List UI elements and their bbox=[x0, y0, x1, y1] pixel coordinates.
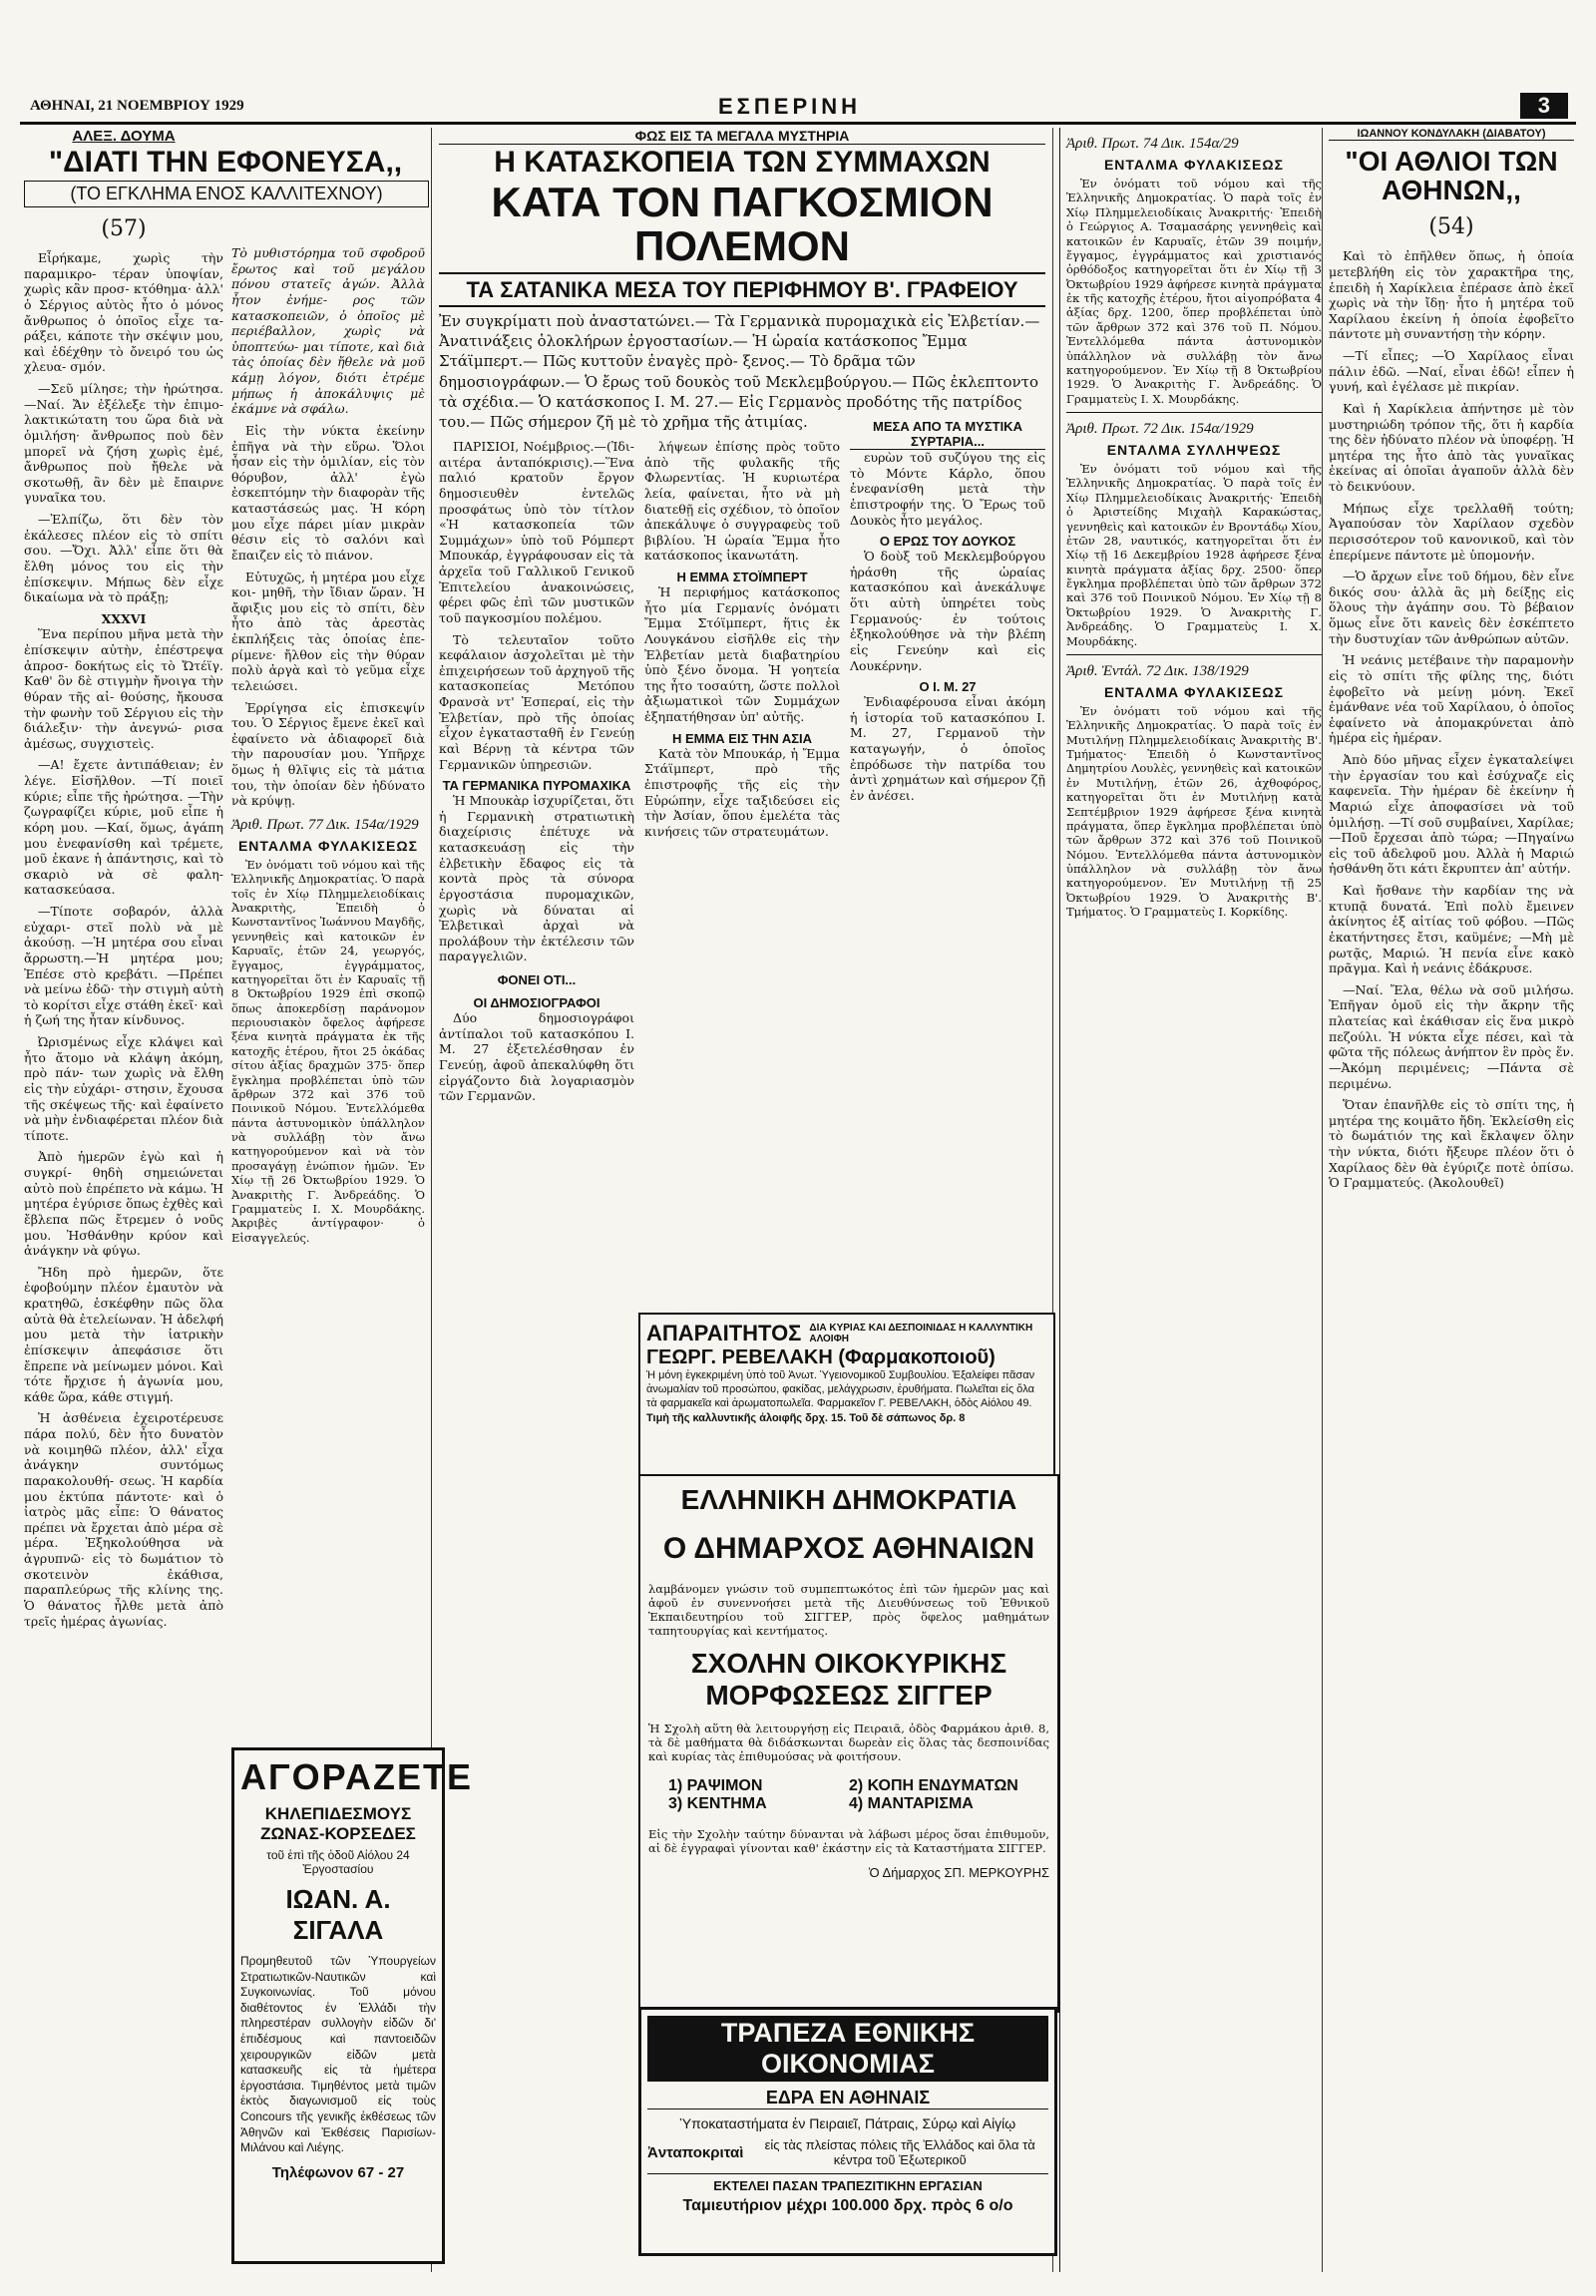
ad-phone: Τηλέφωνον 67 - 27 bbox=[271, 2163, 405, 2181]
article-paragraph: Ὅταν ἐπανῆλθε εἰς τὸ σπίτι της, ἡ μητέρα της κοιμᾶτο ἤδη. Ἐκλείσθη εἰς τὸ δωμάτιόν της καὶ ἔκλαψεν ὅλην τὴν νύκτα, διότι ἤξευρε πλέον ὅτι ὁ Χαρίλαος δὲν θὰ ἐγύριζε ποτὲ ὁπίσω. Ὁ Γραμματεύς. (Ἀκολουθεῖ) bbox=[1329, 1097, 1574, 1191]
serial-subhead: (ΤΟ ΕΓΚΛΗΜΑ ΕΝΟΣ ΚΑΛΛΙΤΕΧΝΟΥ) bbox=[24, 181, 429, 207]
notice-signature: Ὁ Δήμαρχος ΣΠ. ΜΕΡΚΟΥΡΗΣ bbox=[868, 1865, 1049, 1880]
ad-name: ΙΩΑΝ. Α. ΣΙΓΑΛΑ bbox=[285, 1884, 391, 1945]
article-paragraph: Κατὰ τὸν Μπουκάρ, ἡ Ἔμμα Στάϊμπερτ, πρὸ τῆς ἐπιστροφῆς τῆς εἰς τὴν Εὐρώπην, εἶχε ταξιδεύσει εἰς τὴν Ἀσίαν, ὅπου ἐμελέτα τὰς κινήσεις τῶν στρατευμάτων. bbox=[644, 745, 840, 839]
warrant-number: Ἀριθ. Πρωτ. 77 Δικ. 154α/1929 bbox=[231, 816, 419, 833]
serial-column-2 bbox=[231, 245, 425, 1741]
warrants-column bbox=[1059, 128, 1322, 2272]
ad-title: ΑΠΑΡΑΙΤΗΤΟΣ bbox=[646, 1321, 802, 1345]
section-heading: Ο ΕΡΩΣ ΤΟΥ ΔΟΥΚΟΣ bbox=[879, 534, 1016, 550]
article-paragraph: —Ναί. Ἔλα, θέλω νὰ σοῦ μιλήσω. Ἐπῆγαν ὁμοῦ εἰς τὴν ἄκρην τῆς πλατείας καὶ ἐκάθισαν εἰς ἕνα μικρὸ πεζούλι. Ἡ νύκτα εἶχε πέσει, καὶ τὰ φῶτα τῆς πόλεως ἀνήπτον ἓν πρὸς ἕν. —Ἀκόμη περιμένεις; —Πάντα σὲ περιμένω. bbox=[1329, 981, 1574, 1091]
warrant-text: Ἐν ὀνόματι τοῦ νόμου καὶ τῆς Ἑλληνικῆς Δημοκρατίας. Ὁ παρὰ τοῖς ἐν Χίῳ Πλημμελειοδίκαις Ἀνακριτὴς, Ἐπειδὴ ὁ Κωνσταντῖνος Ἰωάννου Μαγδῆς, γεννηθεὶς καὶ κατοικῶν ἐν Καρυαῖς, ἐτῶν 24, γεωργός, ἔγγαμος, ἐγγράμματος, κατηγορεῖται ὅτι ἐν Καρυαῖς τῇ 8 Ὀκτωβρίου 1929 ἐπὶ σκοπῷ ὅπως ἀποκερδίσῃ παράνομον περιουσιακὸν ὄφελος ἀφήρεσε ξένα κινητὰ πράγματα ἐκ τῆς κατοχῆς ἑτέρου, ἤτοι 25 ὀκάδας σίτου ἀξίας δραχμῶν 375· ὅπερ ἔγκλημα προβλέπεται ὑπὸ τῶν ἄρθρων 372 καὶ 376 τοῦ Ποινικοῦ Νόμου. Ἐντελλόμεθα πάντα ἀστυνομικὸν ὑπάλληλον νὰ συλλάβῃ τὸν ἄνω κατηγορούμενον καὶ νὰ τὸν προσαγάγῃ ἐνώπιον ἡμῶν. Ἐν Χίῳ τῇ 26 Ὀκτωβρίου 1929. Ὁ Ἀνακριτὴς Γ. Ἀνδρεάδης. Ὁ Γραμματεὺς Ι. Χ. Μουρδάκης. Ἀκριβὲς ἀντίγραφον· ὁ Εἰσαγγελεύς. bbox=[231, 857, 425, 1245]
article-paragraph: Ἐνδιαφέρουσα εἶναι ἀκόμη ἡ ἱστορία τοῦ κατασκόπου Ι. Μ. 27, Γερμανοῦ τὴν καταγωγήν, ὁ ὁποῖος ἐπρόδωσε τὴν πατρίδα του ἀντὶ χρημάτων καὶ σήμερον ζῇ ἐν ἀνέσει. bbox=[850, 694, 1045, 803]
article-paragraph: Ἡ περιφήμος κατάσκοπος ἦτο μία Γερμανίς ὀνόματι Ἔμμα Στόϊμπερτ, ἥτις ἐκ Λουγκάνου εἰσῆλθε εἰς τὴν Ἐλβετίαν μετὰ διαβατηρίου ὑπὸ ξένο ὄνομα. Ἡ γοητεία της ἦτο τοσαύτη, ὥστε πολλοὶ ἀξιωματικοὶ τῶν Συμμάχων ἐξηπατήθησαν ὑπ' αὐτῆς. bbox=[644, 584, 840, 724]
article-paragraph: Ἡ νεάνις μετέβαινε τὴν παραμονὴν εἰς τὸ σπίτι τῆς φίλης της, διότι ἐφοβεῖτο νὰ μείνῃ μόνη. Ἐκεῖ ἐμάνθανε νέα τοῦ Χαρίλαου, ὁ ὁποῖος ἐφαίνετο νὰ ἀπομακρύνεται ἀπὸ ἡμέρα εἰς ἡμέραν. bbox=[1329, 652, 1574, 746]
rebelaki-advertisement bbox=[638, 1313, 1055, 1478]
article-paragraph: —Α! ἔχετε ἀντιπάθειαν; ἐν λέγε. Εἰσῆλθον. —Τί ποιεῖ κύριε; εἶπε τῆς ἠρώτησα. —Τὴν ζωγραφίζει κύριε, μοῦ εἶπε ἡ κόρη μου. —Καί, ὅμως, ἀγάπη μου ἐνεφανίσθη καὶ τρέμετε, μοῦ ἐκανε ἡ ἀπάντησις, καὶ τὸ σκαριὸ νὰ σὲ φαλη- κατασκεύασα. bbox=[24, 757, 223, 898]
section-heading: Ο Ι. Μ. 27 bbox=[919, 679, 977, 695]
list-item: 2) ΚΟΠΗ ΕΝΔΥΜΑΤΩΝ bbox=[849, 1777, 1018, 1794]
issue-date: ΑΘΗΝΑΙ, 21 ΝΟΕΜΒΡΙΟΥ 1929 bbox=[30, 98, 244, 114]
warrant-number: Ἀριθ. Πρωτ. 74 Δικ. 154α/29 bbox=[1066, 136, 1239, 152]
warrant-number: Ἀριθ. Ἐντάλ. 72 Δικ. 138/1929 bbox=[1066, 662, 1249, 679]
serial-author: ΑΛΕΞ. ΔΟΥΜΑ bbox=[72, 128, 176, 145]
bank-correspondents: εἰς τὰς πλείστας πόλεις τῆς Ἑλλάδος καὶ ὅλα τὰ κέντρα τοῦ Ἐξωτερικοῦ bbox=[764, 2137, 1035, 2167]
article-paragraph: Τὸ τελευταῖον τοῦτο κεφάλαιον ἀσχολεῖται μὲ τὴν ἐπιχειρήσεων τοῦ ἀρχηγοῦ τῆς κατασκοπείας Μετόπου Φρανσὰ ντ' Ἐσπεραί, εἰς τὴν Ἐλβετίαν, πρὸ τῆς ὁποίας εἶχον ἐγκατασταθῆ ἐν Γενεύῃ καὶ Βέρνῃ τὰ κέντρα τῶν Γερμανικῶν ὑπηρεσιῶν. bbox=[439, 631, 634, 772]
bank-advertisement bbox=[638, 2007, 1057, 2256]
article-paragraph: Εἶρήκαμε, χωρὶς τὴν παραμικρο- τέραν ὑποψίαν, χωρὶς κἂν προσ- κτόθημα· ἀλλ' ὁ Σέργιος αὐτὸς ἦτο ὁ μόνος ἄνθρωπος ὁ ὁποῖος εἶχε τα- ράξει, κάποτε τὴν σκέψιν μου, καὶ ἐδέχθην τὸ ὄνειρό του ὡς χλευα- σμόν. bbox=[24, 250, 223, 375]
section-heading: Η ΕΜΜΑ ΣΤΟΪΜΠΕΡΤ bbox=[676, 570, 808, 584]
ad-body: Ἡ μόνη ἐγκεκριμένη ὑπὸ τοῦ Ἀνωτ. Ὑγειονομικοῦ Συμβουλίου. Ἐξαλείφει πᾶσαν ἀνωμαλίαν τοῦ προσώπου, φακίδας, μελάγχρωσιν, ἐρυθήματα. Πωλεῖται εἰς ὅλα τὰ φαρμακεῖα καὶ ἀρωματοπωλεῖα. Φαρμακεῖον Γ. ΡΕΒΕΛΑΚΗ, ὁδὸς Αἰόλου 49. bbox=[646, 1369, 1035, 1409]
section-heading: Η ΕΜΜΑ ΕΙΣ ΤΗΝ ΑΣΙΑ bbox=[671, 730, 813, 746]
ad-line: ΖΩΝΑΣ-ΚΟΡΣΕΔΕΣ bbox=[260, 1824, 416, 1843]
warrant-title: ΕΝΤΑΛΜΑ ΦΥΛΑΚΙΣΕΩΣ bbox=[1103, 157, 1285, 173]
article-paragraph: —Τί εἶπες; —Ὁ Χαρίλαος εἶναι πάλιν ἐδῶ. —Ναί, εἶναι ἐδῶ! εἶπεν ἡ γυνή, καὶ ἐγέλασε μὲ πικρίαν. bbox=[1329, 348, 1574, 395]
feature-headline: Η ΚΑΤΑΣΚΟΠΕΙΑ ΤΩΝ ΣΥΜΜΑΧΩΝ bbox=[494, 146, 991, 179]
section-heading: ΤΑ ΓΕΡΜΑΝΙΚΑ ΠΥΡΟΜΑΧΙΚΑ bbox=[442, 778, 631, 794]
feature-column-c bbox=[850, 419, 1045, 1307]
warrant-text: Ἐν ὀνόματι τοῦ νόμου καὶ τῆς Ἑλληνικῆς Δημοκρατίας. Ὁ παρὰ τοῖς ἐν Χίῳ Πλημμελειοδίκαις Ἀνακριτής· Ἐπειδὴ ὁ Ἀριστείδης Μιχαὴλ Καρακώστας, γεννηθεὶς καὶ κατοικῶν ἐν Βροντάδῳ Χίου, ἐτῶν 28, ναυτικός, κατηγορεῖται ὅτι ἐν Χίῳ τῇ 16 Δεκεμβρίου 1928 ἀφήρεσε ξένα κινητὰ πράγματα ἀξίας δρχ. 2500· ὅπερ ἔγκλημα προβλέπεται ὑπὸ τῶν ἄρθρων 372 καὶ 376 τοῦ Ποινικοῦ Νόμου. Ἐν Χίῳ τῇ 8 Ὀκτωβρίου 1929. Ὁ Ἀνακριτὴς Γ. Ἀνδρεάδης. Ὁ Γραμματεὺς Ι. Χ. Μουρδάκης. bbox=[1066, 462, 1322, 648]
notice-text: Εἰς τὴν Σχολὴν ταύτην δύνανται νὰ λάβωσι μέρος ὅσαι ἐπιθυμοῦν, αἱ δὲ ἐγγραφαὶ γίνονται καθ' ἑκάστην εἰς τὰ Καταστήματα ΣΙΓΓΕΡ. bbox=[648, 1827, 1049, 1855]
serial-number: (57) bbox=[101, 215, 147, 241]
warrant-text: Ἐν ὀνόματι τοῦ νόμου καὶ τῆς Ἑλληνικῆς Δημοκρατίας. Ὁ παρὰ τοῖς ἐν Χίῳ Πλημμελειοδίκαις Ἀνακριτής· Ἐπειδὴ ὁ Γεώργιος Α. Τσαμασάρης γεννηθεὶς καὶ κατοικῶν ἐν Καρυαῖς, ἐτῶν 39 ποιμήν, ἔγγαμος, ἐγγράμματος καὶ χριστιανός ὀρθόδοξος κατηγορεῖται ὅτι ἐν Χίῳ τῇ 3 Ὀκτωβρίου 1929 ἀφήρεσε κινητὰ πράγματα ἐκ τῆς κατοχῆς ἑτέρου, ἤτοι αἰγοπρόβατα 4 ἀξίας δρχ. 1200, ὅπερ προβλέπεται ὑπὸ τῶν ἄρθρων 372 καὶ 376 τοῦ Π. Νόμου. Ἐντελλόμεθα πάντα ἀστυνομικὸν ὑπάλληλον νὰ συλλάβῃ τὸν ἄνω κατηγορούμενον. Ἐν Χίῳ τῇ 8 Ὀκτωβρίου 1929. Ὁ Ἀνακριτὴς Γ. Ἀνδρεάδης. Ὁ Γραμματεὺς Ι. Χ. Μουρδάκης. bbox=[1066, 177, 1322, 406]
notice-text: λαμβάνομεν γνώσιν τοῦ συμπεπτωκότος ἐπὶ τῶν ἡμερῶν μας καὶ ἀφοῦ ἐν συνεννοήσει μετὰ τῆς Διευθύνσεως τοῦ Ἐθνικοῦ Ἐκπαιδευτηρίου τοῦ ΣΙΓΓΕΡ, πρὸς ὅφελος μαθημάτων ταπητουργίας καὶ κεντήματος. bbox=[648, 1582, 1049, 1638]
article-paragraph: Ἀπὸ ἡμερῶν ἐγὼ καὶ ἡ συγκρί- θηδὴ σημειώνεται αὐτὸ ποὺ ἐπρέπετο νὰ κάμω. Ἡ μητέρα ἐγύρισε ὅπως ἐχθὲς καὶ ἔβλεπα πῶς ἔτρεμεν ὁ νοῦς μου. Ἠσθάνθην κρύον καὶ ἀνάγκην νὰ φύγω. bbox=[24, 1149, 223, 1259]
feature-deck: Ἐν συγκρίματι ποὺ ἀναστατώνει.— Τὰ Γερμανικὰ πυρομαχικὰ εἰς Ἐλβετίαν.— Ἀνατινάξεις ὁλοκλήρων ἐργοστασίων.— Ἡ ὡραία κατάσκοπος Ἔμμα Στάϊμπερτ.— Πῶς κυττοῦν ἐναγὲς πρὸ- ξενος.— Τὸ δρᾶμα τῶν δημοσιογράφων.— Ὁ ἔρως τοῦ δουκὸς τοῦ Μεκλεμβούργου.— Πῶς ἐκλεπτοντο τὰ σχέδια.— Ὁ κατάσκοπος Ι. Μ. 27.— Εἰς Γερμανὸς προδότης τῆς πατρίδος του.— Πῶς σήμερον ζῆ μὲ τὸ χρῆμα τῆς ἀτιμίας. bbox=[439, 311, 1040, 432]
warrant-text: Ἐν ὀνόματι τοῦ νόμου καὶ τῆς Ἑλληνικῆς Δημοκρατίας. Ὁ παρὰ τοῖς ἐν Μυτιλήνῃ Πλημμελειοδίκαις Ἀνακριτὴς Β'. Τμήματος· Ἐπειδὴ ὁ Κωνσταντῖνος Δημητρίου Λουλὲς, γεννηθεὶς καὶ κατοικῶν ἐν Μυτιλήνῃ, ἐτῶν 26, ἀχθοφόρος, κατηγορεῖται ὅτι ἐν Μυτιλήνῃ κατὰ Σεπτέμβριον 1929 ἀφήρεσε ξένα κινητὰ πράγματα, ὅπερ ἔγκλημα προβλέπεται ὑπὸ τῶν ἄρθρων 372 καὶ 376 τοῦ Ποινικοῦ Νόμου. Ἐντελλόμεθα πάντα ἀστυνομικὸν ὑπάλληλον νὰ συλλάβῃ τὸν ἄνω κατηγορούμενον. Ἐν Μυτιλήνῃ τῇ 25 Ὀκτωβρίου 1929. Ὁ Ἀνακριτὴς Β'. Τμήματος. Ὁ Γραμματεὺς Ι. Κορκίδης. bbox=[1066, 703, 1322, 920]
serial-author: ΙΩΑΝΝΟΥ ΚΟΝΔΥΛΑΚΗ (ΔΙΑΒΑΤΟΥ) bbox=[1329, 128, 1574, 141]
article-paragraph: Ἕνα περίπου μῆνα μετὰ τὴν ἐπίσκεψιν αὐτὴν, ἐπέστρεψα ἀπροσ- δοκήτως εἰς τὸ Ὤτέϊγ. Καθ' ὃν δὲ στιγμὴν ἤνοιγα τὴν θύραν τῆς αἰ- θούσης, ἤκουσα τὴν φωνὴν τοῦ Σέργιου εἰς τὴν διάλεξιν· τὴν ἀνεγνώ- ρισα ἀμέσως, συγχιστεὶς. bbox=[24, 626, 223, 751]
feature-column-a bbox=[439, 439, 634, 1307]
list-item: 1) ΡΑΨΙΜΟΝ bbox=[668, 1777, 763, 1794]
ad-body: Προμηθευτοῦ τῶν Ὑπουργείων Στρατιωτικῶν-Ναυτικῶν καὶ Συγκοινωνίας. Τοῦ μόνου διαθέτοντος ἐν Ἑλλάδι τὴν πληρεστέραν συλλογὴν εἰδῶν δι' ἐπιδέσμους καὶ παντοειδῶν χειρουργικῶν εἰδῶν μετὰ κατασκευῆς εἰς τὰ ἡμέτερα ἐργοστάσια. Τιμηθέντος μετὰ τιμῶν ἐκτὸς διαγωνισμοῦ εἰς τοὺς Concours τῆς γενικῆς ἐκθέσεως τῶν Ἀθηνῶν καὶ Ἐκθέσεις Παρισίων-Μιλάνου καὶ Λιέγης. bbox=[240, 1954, 436, 2155]
feature-headline: ΚΑΤΑ ΤΟΝ ΠΑΓΚΟΣΜΙΟΝ ΠΟΛΕΜΟΝ bbox=[491, 178, 994, 269]
warrant-title: ΕΝΤΑΛΜΑ ΣΥΛΛΗΨΕΩΣ bbox=[1106, 442, 1282, 458]
course-list bbox=[668, 1777, 1029, 1813]
serial-number: (54) bbox=[1428, 213, 1474, 239]
municipal-notice bbox=[638, 1474, 1059, 2013]
article-paragraph: Τὸ μυθιστόρημα τοῦ σφοδροῦ ἔρωτος καὶ τοῦ μεγάλου πόνου στατεῖς ἀγών. Ἀλλὰ ἦτον ἐνήμε- ρος τῶν κατασκοπειῶν, ὁ ὁποῖος μὲ περιέβαλλον, χωρὶς νὰ ὑποπτεύω- μαι τίποτε, καὶ διὰ τὰς ὁποίας δὲν ἤθελε νὰ μοῦ κάμῃ λόγον, διότι ἐτρέμε μήπως ἡ ἀποκάλυψις μὲ ἐκάμνε νὰ σφάλω. bbox=[231, 245, 425, 417]
feature-kicker: ΦΩΣ ΕΙΣ ΤΑ ΜΕΓΑΛΑ ΜΥΣΤΗΡΙΑ bbox=[439, 128, 1045, 145]
article-paragraph: Καὶ τὸ ἐπῆλθεν ὅπως, ἡ ὁποία μετεβλήθη εἰς τὸν χαρακτῆρα της, ἐπειδὴ ἡ Χαρίκλεια ἐπέρασε ἀπὸ ἐκεῖ χωρὶς νὰ τὴν ἴδῃ· ἦτο ἡ μητέρα τοῦ Χαρίλαου ἐκείνη ἡ ὁποία ἐφοβεῖτο πάντοτε μὴ συναντήσῃ τὴν κόρην. bbox=[1329, 248, 1574, 342]
serial-column-right bbox=[1329, 128, 1574, 2272]
serial-headline: "ΔΙΑΤΙ ΤΗΝ ΕΦΟΝΕΥΣΑ,, bbox=[48, 146, 403, 179]
article-paragraph: —Ἐλπίζω, ὅτι δὲν τὸν ἐκάλεσες πλέον εἰς τὸ σπίτι σου. —Ὄχι. Ἀλλ' εἶπε ὅτι θὰ ἔλθη μόνος του εἰς τὴν ἐπίσκεψιν. Μήπως δὲν εἶχε δικαίωμα νὰ τὸ πράξῃ; bbox=[24, 512, 223, 605]
ad-price: Τιμὴ τῆς καλλυντικῆς ἀλοιφῆς δρχ. 15. Τοῦ δὲ σάπωνος δρ. 8 bbox=[646, 1412, 966, 1425]
masthead bbox=[20, 93, 1576, 125]
section-heading: ΟΙ ΔΗΜΟΣΙΟΓΡΑΦΟΙ bbox=[473, 995, 600, 1010]
article-paragraph: —Σεῦ μίλησε; τὴν ἠρώτησα. —Ναί. Ἄν ἐξέλεξε τὴν ἐπιμο- λακτικώτατη του ὥρα διὰ νὰ ὁμιλήση· ἄνθρωπος ποὺ δὲν μπορεῖ νὰ ζήση χωρὶς ἐμέ, ἄνθρωπος ποὺ ἤθελε νὰ σκοτωθῇ, ἂν δὲν μὲ ἔπαιρνε γυναῖκα του. bbox=[24, 381, 223, 506]
article-paragraph: Δύο δημοσιογράφοι ἀντίπαλοι τοῦ κατασκόπου Ι. Μ. 27 ἐξετελέσθησαν ἐν Γενεύῃ, ἀφοῦ ἀπεκαλύφθη ὅτι εἰργάζοντο διὰ λογαριασμὸν τῶν Γερμανῶν. bbox=[439, 1010, 634, 1104]
sigala-advertisement bbox=[231, 1747, 473, 2264]
bank-name: ΤΡΑΠΕΖΑ ΕΘΝΙΚΗΣ ΟΙΚΟΝΟΜΙΑΣ bbox=[647, 2016, 1048, 2082]
warrant-number: Ἀριθ. Πρωτ. 72 Δικ. 154α/1929 bbox=[1066, 421, 1254, 437]
notice-heading: ΕΛΛΗΝΙΚΗ ΔΗΜΟΚΡΑΤΙΑ bbox=[680, 1484, 1017, 1515]
list-item: 4) ΜΑΝΤΑΡΙΣΜΑ bbox=[849, 1795, 974, 1812]
notice-text: Ἡ Σχολὴ αὕτη θὰ λειτουργήσῃ εἰς Πειραιᾶ, ὁδὸς Φαρμάκου ἀριθ. 8, τὰ δὲ μαθήματα θὰ διδάσκωνται δωρεὰν εἰς ὅλας τὰς δεσποινίδας καὶ κυρίας τὰς ἐπιθυμούσας νὰ φοιτήσουν. bbox=[648, 1722, 1049, 1763]
article-paragraph: Ἡ ἀσθένεια ἐχειροτέρευσε πάρα πολύ, δὲν ἦτο δυνατὸν νὰ κοιμηθῶ πλέον, ἀλλ' εἶχα ἀνάγκην συντόμως παρακολουθή- σεως. Ἡ καρδία μου ἐκτύπα πάντοτε· καὶ ὁ ἰατρὸς μᾶς εἶπε: Ὁ θάνατος πρέπει νὰ ἔρχεται ἀπὸ μέρα σὲ μέρα. Ἐξηκολούθησα νὰ ἀγρυπνῶ· εἰς τὸ δωμάτιον τὸ σκοτεινὸν ἐκάθισα, παραπλεύρως τῆς κλίνης της. Ὁ θάνατος ἦλθε μετὰ ἀπὸ τρεῖς ἡμέρας ἀγωνίας. bbox=[24, 1410, 223, 1629]
newspaper-name: ΕΣΠΕΡΙΝΗ bbox=[718, 94, 861, 119]
ad-line: ΚΗΛΕΠΙΔΕΣΜΟΥΣ bbox=[264, 1804, 412, 1823]
article-paragraph: —Ὁ ἄρχων εἶνε τοῦ δήμου, δὲν εἶνε δικός σου· ἀλλὰ ἂς μὴ δείξῃς εἰς ὅλους τὴν ἀγάπην σου. Τὸ βέβαιον ὅμως εἶνε ὅτι κανεὶς δὲν ἐσκέπτετο τὴν δυστυχίαν τῶν ἀνθρώπων αὐτῶν. bbox=[1329, 569, 1574, 646]
ad-subtitle: ΔΙΑ ΚΥΡΙΑΣ ΚΑΙ ΔΕΣΠΟΙΝΙΔΑΣ Η ΚΑΛΛΥΝΤΙΚΗ ΑΛΟΙΦΗ bbox=[809, 1323, 1033, 1344]
feature-subheadline: ΤΑ ΣΑΤΑΝΙΚΑ ΜΕΣΑ ΤΟΥ ΠΕΡΙΦΗΜΟΥ Β'. ΓΡΑΦΕΙΟΥ bbox=[466, 276, 1018, 302]
feature-column-b bbox=[644, 439, 840, 1307]
serial-headline: "ΟΙ ΑΘΛΙΟΙ ΤΩΝ ΑΘΗΝΩΝ,, bbox=[1345, 146, 1558, 206]
article-paragraph: —Τίποτε σοβαρόν, ἀλλὰ εὐχαρι- στεῖ πολὺ νὰ μὲ ἀκούσῃ. —Ἡ μητέρα σου εἶναι ἄρρωστη.—Ἡ μητέρα μου; Ἐπέσε στὸ κρεβάτι. —Πρέπει νὰ μείνω ἐδῶ· τὴν στιγμὴ αὐτὴ τὸ κορίτσι εἶχε στάθη ἐκεῖ· καὶ ἡ ζωή της ἦταν κίνδυνος. bbox=[24, 904, 223, 1028]
section-heading: ΦΟΝΕΙ ΟΤΙ... bbox=[497, 972, 577, 987]
article-paragraph: Ἡ Μπουκὰρ ἰσχυρίζεται, ὅτι ἡ Γερμανικὴ στρατιωτικὴ διαχείρισις ἐπέτυχε νὰ κατασκευάσῃ εἰς τὴν ἐλβετικὴν ἔδαφος εἰς τὰ κοντὰ πρὸς τὰ σύνορα ἐργοστάσια πυρομαχικῶν, χωρὶς νὰ δύναται αἱ Ἐλβετικαὶ ἀρχαὶ νὰ προλάβουν τὴν ἐκτέλεσιν τῶν παραγγελιῶν. bbox=[439, 793, 634, 964]
section-heading: ΜΕΣΑ ΑΠΟ ΤΑ ΜΥΣΤΙΚΑ ΣΥΡΤΑΡΙΑ... bbox=[850, 419, 1045, 450]
notice-heading: Ο ΔΗΜΑΡΧΟΣ ΑΘΗΝΑΙΩΝ bbox=[662, 1532, 1035, 1565]
article-paragraph: ΠΑΡΙΣΙΟΙ, Νοέμβριος.—(Ἰδι- αιτέρα ἀνταπόκρισις).—Ἕνα παλιό κρατοῦν ἔργον δημοσιευθὲν ἐντελῶς προσφάτως ὑπὸ τὸν τίτλον «Ἡ κατασκοπεία τῶν Συμμάχων» ὑπὸ τοῦ Ρόμπερτ Μπουκάρ, ἐγγράφουσαν εἰς τὰ ἀρχεῖα τοῦ Γαλλικοῦ Γενικοῦ Ἐπιτελείου ἀνακοινώσεις, φέρει φῶς ἐπὶ τῶν μυστικῶν τοῦ παγκοσμίου πολέμου. bbox=[439, 439, 634, 625]
page-number: 3 bbox=[1520, 93, 1568, 119]
article-paragraph: ευρὼν τοῦ συζύγου της εἰς τὸ Μόντε Κάρλο, ὅπου ἐνεφανίσθη μετὰ τὴν ἐπιστροφήν της. Ὁ Ἔρως τοῦ Δουκὸς ἦτο μεγάλος. bbox=[850, 450, 1045, 528]
bank-services: ΕΚΤΕΛΕΙ ΠΑΣΑΝ ΤΡΑΠΕΖΙΤΙΚΗΝ ΕΡΓΑΣΙΑΝ bbox=[647, 2173, 1048, 2193]
bank-correspondents-label: Ἀνταποκριταὶ bbox=[647, 2143, 744, 2161]
warrant-title: ΕΝΤΑΛΜΑ ΦΥΛΑΚΙΣΕΩΣ bbox=[1103, 683, 1285, 700]
column-rule bbox=[1322, 128, 1323, 2272]
article-paragraph: Μήπως εἶχε τρελλαθῆ τούτη; Ἀγαπούσαν τὸν Χαρίλαον σχεδὸν περισσότερον τοῦ κανονικοῦ, καὶ τὸν ἐπερίμενε πάντοτε μὲ ὑπομονήν. bbox=[1329, 500, 1574, 563]
article-paragraph: Εὐτυχῶς, ἡ μητέρα μου εἶχε κοι- μηθῆ, τὴν ἴδιαν ὥραν. Ἡ ἄφιξις μου εἰς τὸ σπίτι, δὲν ἦτο ἀπὸ τὰς ἀρεστὰς ἐκπλήξεις τὰς ὁποίας ἐπε- ρίμενε· ἤλθον εἰς τὴν θύραν πολὺ ἀργὰ καὶ τὸ γεῦμα εἶχε τελειώσει. bbox=[231, 569, 425, 693]
article-paragraph: Ἀπὸ δύο μῆνας εἶχεν ἐγκαταλείψει τὴν ἐργασίαν του καὶ ἐσύχναζε εἰς καφενεῖα. Τὴν ἡμέραν δὲ ἐκείνην ἡ Μαριώ εἶχε ἀποφασίσει νὰ τοῦ ὁμιλήσῃ. —Τί σοῦ συμβαίνει, Χαρίλαε; —Ποῦ ἔρχεσαι ἀπὸ τώρα; —Πηγαίνω εἰς τοῦ ἀδελφοῦ μου. Ἀλλὰ ἡ Μαριώ ἠσθάνθη ὅτι κάτι ἔκρυπτεν ἀπ' αὐτήν. bbox=[1329, 752, 1574, 877]
article-paragraph: Ἐρρίγησα εἰς ἐπισκεψίν του. Ὁ Σέργιος ἔμενε ἐκεῖ καὶ ἐφαίνετο νὰ ἀδιαφορεῖ διὰ τὴν παρουσίαν μου. Ὑπῆρχε ὅμως ἡ θλῖψις εἰς τὰ μάτια του, τὴν ὁποίαν δὲν ἠδύνατο νὰ κρύψῃ. bbox=[231, 699, 425, 809]
article-paragraph: Ὁ δοὺξ τοῦ Μεκλεμβούργου ἠράσθη τῆς ὡραίας κατασκόπου καὶ ἀνεκάλυψε ὅτι αὐτὴ ὑπηρέτει τοὺς Γερμανούς· ἐν τούτοις ἐξηκολούθησε νὰ τὴν βλέπη εἰς Γενεύην καὶ εἰς Λουκέρνην. bbox=[850, 549, 1045, 673]
article-paragraph: Καὶ ἤσθανε τὴν καρδίαν της νὰ κτυπᾷ δυνατά. Ἐπὶ πολὺ ἔμεινεν ἀκίνητος ἐξ αἰτίας τοῦ φόβου. —Πῶς ἐκατήντησες ἔτσι, καϋμένε; —Μὴ μὲ ρωτᾷς, Μαριώ. Ἡ πενία εἶνε κακὸ πρᾶγμα. Καὶ ἡ νεάνις ἐδάκρυσε. bbox=[1329, 883, 1574, 976]
bank-branches: Ὑποκαταστήματα ἐν Πειραιεῖ, Πάτραις, Σύρῳ καὶ Αἰγίῳ bbox=[679, 2115, 1016, 2131]
article-paragraph: Καὶ ἡ Χαρίκλεια ἀπήντησε μὲ τὸν μυστηριώδη τρόπον τῆς, ὅτι ἡ καρδία της δὲν ἠδύνατο πλέον νὰ ὑποφέρῃ. Ἡ μητέρα της ἦτο ἀπὸ τὰς γυναῖκας ἐκείνας αἱ ὁποῖαι ἀγαποῦν ἀλλὰ δὲν τὸ δεικνύουν. bbox=[1329, 400, 1574, 495]
bank-savings: Ταμιευτήριον μέχρι 100.000 δρχ. πρὸς 6 ο/ο bbox=[682, 2197, 1013, 2214]
article-paragraph: Εἰς τὴν νύκτα ἐκείνην ἐπῆγα νὰ τὴν εὕρω. Ὅλοι ἦσαν εἰς τὴν ὁμιλίαν, εἰς τὸν θόρυβον, ἀλλ' ἐγὼ ἐσκεπτόμην τὴν διαφορὰν τῆς καταστάσεώς μας. Ἡ κόρη μου εἶχε πάρει μίαν μικρὰν θέσιν εἰς τὸ σαλόνι καὶ ἔπαιζεν εἰς τὸ πιάνον. bbox=[231, 422, 425, 563]
chapter-number: XXXVI bbox=[101, 610, 147, 626]
notice-heading: ΜΟΡΦΩΣΕΩΣ ΣΙΓΓΕΡ bbox=[705, 1680, 993, 1711]
warrant-title: ΕΝΤΑΛΜΑ ΦΥΛΑΚΙΣΕΩΣ bbox=[237, 837, 419, 854]
article-paragraph: λήψεων ἐπίσης πρὸς τοῦτο ἀπὸ τῆς φυλακῆς τῆς Φλωρεντίας. Ἡ κυριωτέρα λεία, φαίνεται, ἦτο νὰ μὴ διατεθῇ εἰς σχέδιον, τὸ ὁποῖον ἀπεκάλυψε ὁ συγγραφεὺς τοῦ βιβλίου. Ἡ ὡραία Ἔμμα ἦτο κατάσκοπος ἱκανωτάτη. bbox=[644, 439, 840, 564]
ad-line: τοῦ ἐπὶ τῆς ὁδοῦ Αἰόλου 24 Ἐργοστασίου bbox=[266, 1848, 410, 1876]
article-paragraph: Ὠρισμένως εἶχε κλάψει καὶ ἦτο ἄτομο νὰ κλάψη ἀκόμη, πρὸ πάν- των χωρὶς νὰ ἔλθη εἰς τὴν εὐχάρι- στησιν, ἔχουσα τῆς σκέψεως τῆς· καὶ ἐφαίνετο νὰ μὴν ἐνδιαφέρεται πλέον διὰ τίποτε. bbox=[24, 1034, 223, 1143]
bank-seat: ΕΔΡΑ ΕΝ ΑΘΗΝΑΙΣ bbox=[647, 2088, 1048, 2109]
ad-title: ΑΓΟΡΑΖΕΤΕ bbox=[240, 1756, 473, 1797]
list-item: 3) ΚΕΝΤΗΜΑ bbox=[668, 1795, 767, 1812]
article-paragraph: Ἤδη πρὸ ἡμερῶν, ὅτε ἐφοβούμην πλέον ἐμαυτὸν νὰ κρατηθῶ, ἐσκέφθην πῶς ὅλα αὐτὰ θὰ ἐτελείωναν. Ἡ ἀδελφή μου μετὰ τὴν ἰατρικὴν ἐπίσκεψιν ἀπεφάσισε ὅτι ἔπρεπε νὰ μείνωμεν μόνοι. Καὶ τότε ἤρχισε ἡ ἀγωνία μου, κάθε ὥρα, κάθε στιγμή. bbox=[24, 1264, 223, 1404]
notice-heading: ΣΧΟΛΗΝ ΟΙΚΟΚΥΡΙΚΗΣ bbox=[690, 1648, 1007, 1679]
ad-name: ΓΕΩΡΓ. ΡΕΒΕΛΑΚΗ (Φαρμακοποιοῦ) bbox=[646, 1346, 996, 1368]
